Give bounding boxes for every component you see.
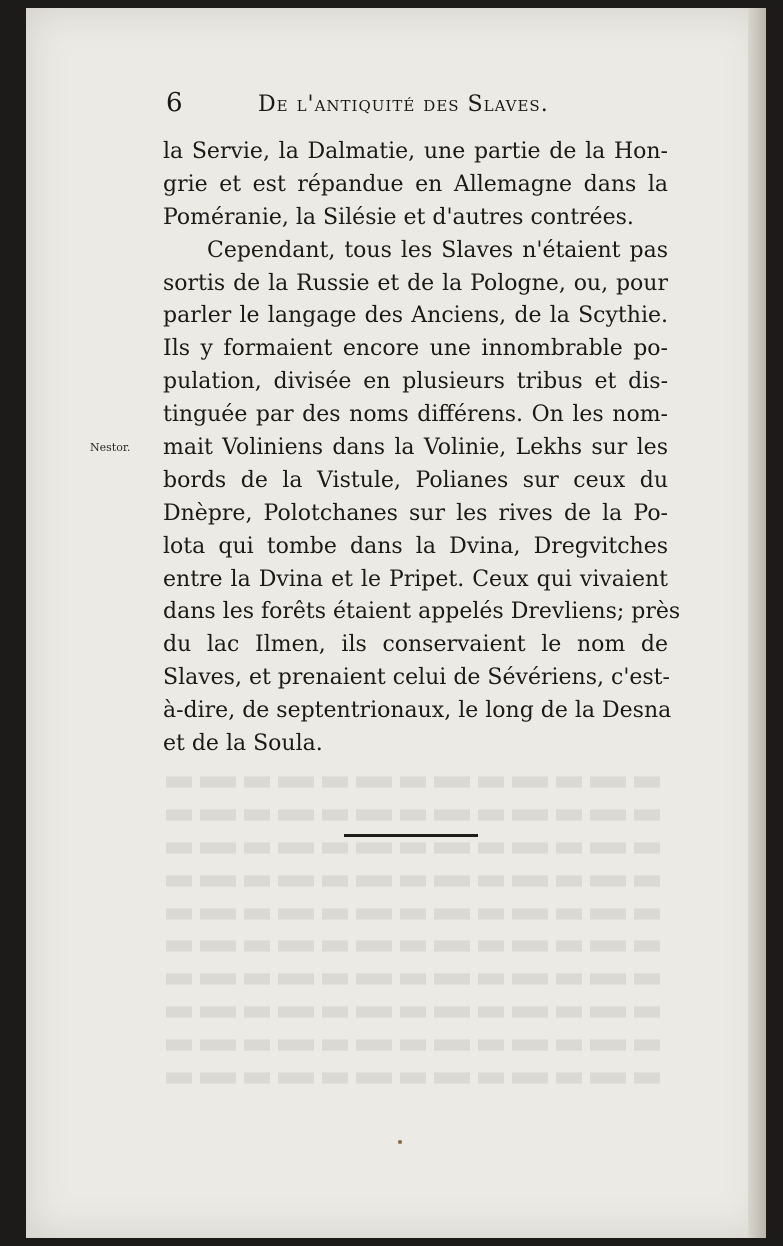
text-line: la Servie, la Dalmatie, une partie de la Hon- <box>163 139 668 164</box>
text-line: bords de la Vistule, Polianes sur ceux du <box>163 467 668 493</box>
text-line: entre la Dvina et le Pripet. Ceux qui vivaient <box>163 566 668 592</box>
text-line: Poméranie, la Silésie et d'autres contrées. <box>163 204 634 230</box>
text-line: Cependant, tous les Slaves n'étaient pas <box>207 237 668 263</box>
text-line: Dnèpre, Polotchanes sur les rives de la Po- <box>163 500 668 526</box>
text-line: lota qui tombe dans la Dvina, Dregvitches <box>163 533 668 559</box>
text-line: à-dire, de septentrionaux, le long de la Desna <box>163 698 672 724</box>
paper-speck <box>398 1140 402 1144</box>
section-divider <box>344 834 478 837</box>
text-line: dans les forêts étaient appelés Drevliens; près <box>163 599 681 625</box>
margin-note: Nestor. <box>90 441 131 454</box>
page-spine-shadow <box>748 8 766 1238</box>
running-title: De l'antiquité des Slaves. <box>258 92 549 117</box>
page-header <box>166 88 706 118</box>
text-line: tinguée par des noms différens. On les nom- <box>163 402 668 428</box>
text-line: grie et est répandue en Allemagne dans la <box>163 171 668 197</box>
text-line: sortis de la Russie et de la Pologne, ou, pour <box>163 270 668 296</box>
body-text <box>163 136 681 761</box>
text-line: du lac Ilmen, ils conservaient le nom de <box>163 632 668 658</box>
text-line: mait Voliniens dans la Volinie, Lekhs sur les <box>163 435 668 461</box>
show-through-text <box>166 766 666 1095</box>
text-line: Slaves, et prenaient celui de Sévériens, c'est- <box>163 665 670 691</box>
text-line: parler le langage des Anciens, de la Scythie. <box>163 303 668 329</box>
text-line: Ils y formaient encore une innombrable po- <box>163 336 668 362</box>
page-number: 6 <box>166 88 183 118</box>
book-page <box>26 8 766 1238</box>
text-line: pulation, divisée en plusieurs tribus et dis- <box>163 369 668 395</box>
text-line: et de la Soula. <box>163 731 323 757</box>
